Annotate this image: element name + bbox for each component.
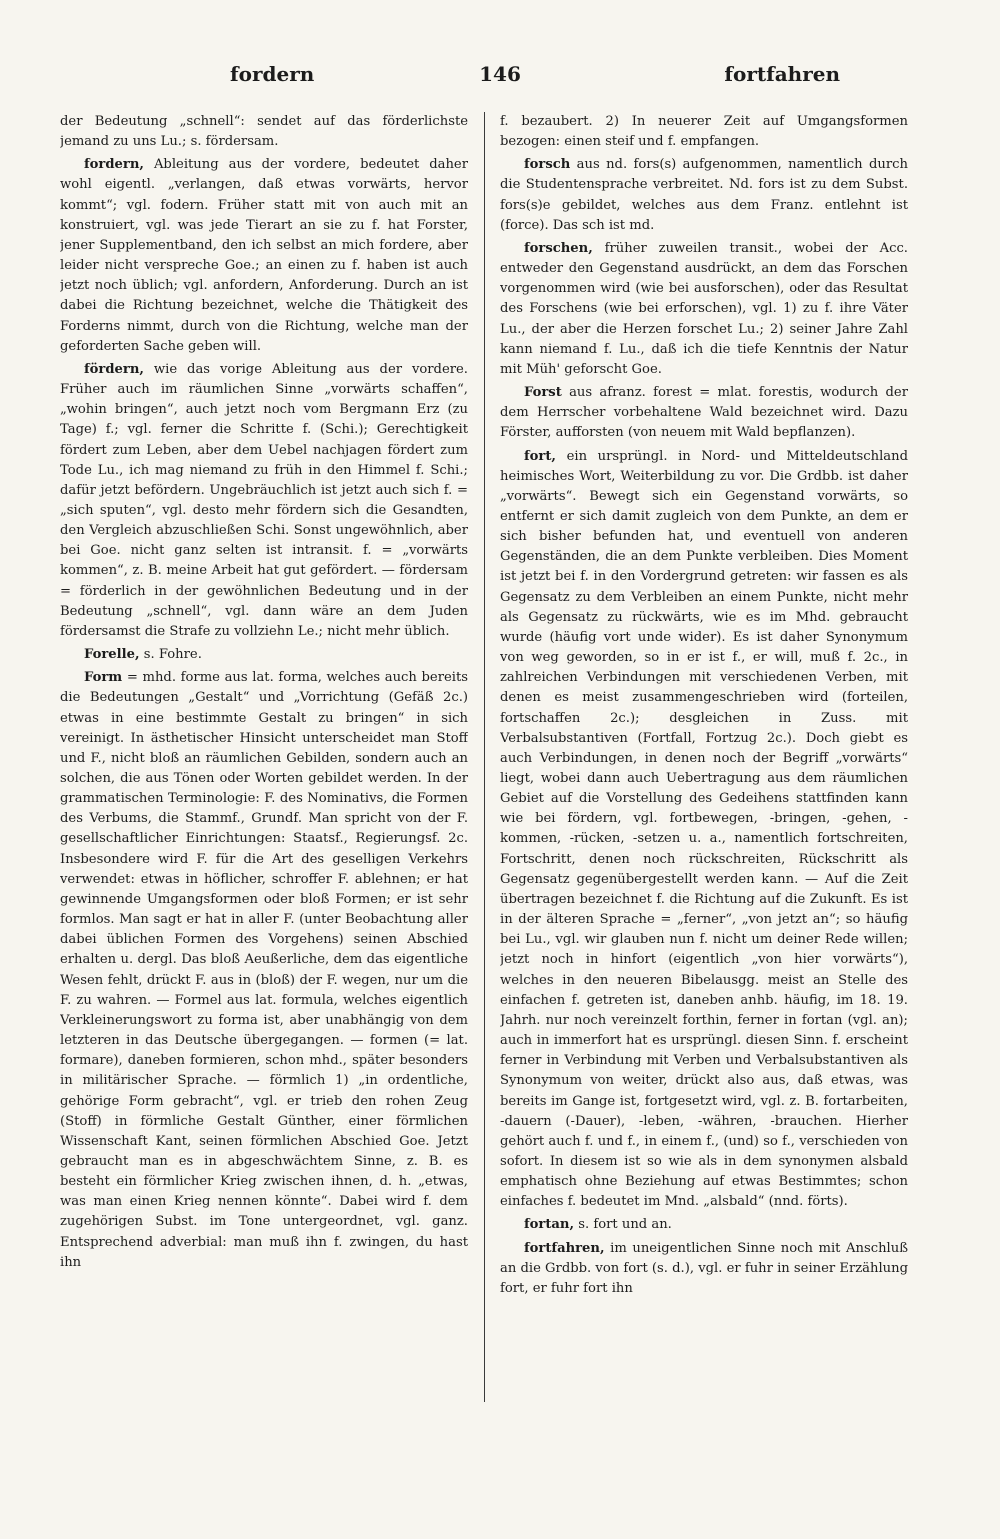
entry-fortan [500,1215,908,1235]
header-left-catchword: fordern [230,62,315,86]
page-number: 146 [479,62,521,86]
headword: Forst [524,385,562,401]
entry-foerdern [60,360,468,642]
entry-text: wie das vorige Ableitung aus der vordere. Früher auch im räumlichen Sinne „vorwärts schaffen“, „wohin bringen“, auch jetzt noch vom Bergmann Erz (zu Tage) f.; vgl. ferner die Schritte f. (Schi.); Gerechtigkeit fördert zum Leben, aber dem Uebel nachjagen fördert zum Tode Lu., ich mag niemand zu früh in den Himmel f. Schi.; dafür jetzt befördern. Ungebräuchlich ist jetzt auch sich f. = „sich sputen“, vgl. desto mehr fördern sich die Gesandten, den Vergleich abzuschließen Schi. Sonst ungewöhnlich, aber bei Goe. nicht ganz selten ist intransit. f. = „vorwärts kommen“, z. B. meine Arbeit hat gut gefördert. — fördersam = förderlich in der gewöhnlichen Bedeutung und in der Bedeutung „schnell“, vgl. dann wäre an dem Juden fördersamst die Strafe zu vollziehn Le.; nicht mehr üblich. [60,361,468,639]
entry-text: der Bedeutung „schnell“: sendet auf das förderlichste jemand zu uns Lu.; s. fördersam. [60,114,468,150]
headword: Forelle, [84,647,140,663]
headword: fördern, [84,361,144,377]
headword: fordern, [84,157,144,173]
left-column [60,112,468,1412]
entry-forst [500,383,908,443]
entry-text: früher zuweilen transit., wobei der Acc. entweder den Gegenstand ausdrückt, an dem das Forschen vorgenommen wird (wie bei ausforschen), oder das Resultat des Forschens (wie bei erforschen), vgl. 1) zu f. ihre Väter Lu., der aber die Herzen forschet Lu.; 2) seiner Jahre Zahl kann niemand f. Lu., daß ich die tiefe Kenntnis der Natur mit Müh' geforscht Goe. [500,240,908,377]
headword: Form [84,670,123,686]
entry-forsch [500,155,908,236]
entry-text: aus nd. fors(s) aufgenommen, namentlich durch die Studentensprache verbreitet. Nd. fors ist zu dem Subst. fors(s)e gebildet, welches aus dem Franz. entlehnt ist (force). Das sch ist md. [500,157,908,233]
headword: forsch [524,157,571,173]
entry-forschen [500,239,908,380]
entry-text: s. Fohre. [143,647,202,663]
entry-text: s. fort und an. [578,1217,672,1233]
page-header [60,62,940,92]
entry-continuation [60,112,468,152]
entry-text: = mhd. forme aus lat. forma, welches auch bereits die Bedeutungen „Gestalt“ und „Vorrichtung (Gefäß 2c.) etwas in eine bestimmte Gestalt zu bringen“ in sich vereinigt. In ästhetischer Hinsicht unterscheidet man Stoff und F., nicht bloß an räumlichen Gebilden, sondern auch an solchen, die aus Tönen oder Worten gebildet werden. In der grammatischen Terminologie: F. des Nominativs, die Formen des Verbums, die Stammf., Grundf. Man spricht von der F. gesellschaftlicher Einrichtungen: Staatsf., Regierungsf. 2c. Insbesondere wird F. für die Art des geselligen Verkehrs verwendet: etwas in höflicher, schroffer F. ablehnen; er hat gewinnende Umgangsformen oder bloß Formen; er ist sehr formlos. Man sagt er hat in aller F. (unter Beobachtung aller dabei üblichen Formen des Vorgehens) seinen Abschied erhalten u. dergl. Das bloß Aeußerliche, dem das eigentliche Wesen fehlt, drückt F. aus in (bloß) der F. wegen, nur um die F. zu wahren. — Formel aus lat. formula, welches eigentlich Verkleinerungswort zu forma ist, aber unabhängig von dem letzteren in das Deutsche übergegangen. — formen (= lat. formare), daneben formieren, schon mhd., später besonders in militärischer Sprache. — förmlich 1) „in ordentliche, gehörige Form gebracht“, vgl. er trieb den rohen Zeug (Stoff) in förmliche Gestalt Günther, einer förmlichen Wissenschaft Kant, seinen förmlichen Abschied Goe. Jetzt gebraucht man es in abgeschwächtem Sinne, z. B. es besteht ein förmlicher Krieg zwischen ihnen, d. h. „etwas, was man einen Krieg nennen könnte“. Dabei wird f. dem zugehörigen Subst. im Tone untergeordnet, vgl. ganz. Entsprechend adverbial: man muß ihn f. zwingen, du hast ihn [60,670,468,1270]
entry-form [60,668,468,1273]
header-right-catchword: fortfahren [724,62,840,86]
column-divider [484,112,485,1402]
headword: fortfahren, [524,1240,605,1256]
right-column [500,112,908,1412]
entry-forelle [60,645,468,665]
entry-fortfahren [500,1239,908,1299]
entry-text: aus afranz. forest = mlat. forestis, wodurch der dem Herrscher vorbehaltene Wald bezeichnet wird. Dazu Förster, aufforsten (von neuem mit Wald bepflanzen). [500,385,908,441]
entry-text: im uneigentlichen Sinne noch mit Anschluß an die Grdbb. von fort (s. d.), vgl. er fuhr in seiner Erzählung fort, er fuhr fort ihn [500,1240,908,1296]
entry-text: ein ursprüngl. in Nord- und Mitteldeutschland heimisches Wort, Weiterbildung zu vor. Die Grdbb. ist daher „vorwärts“. Bewegt sich ein Gegenstand vorwärts, so entfernt er sich damit zugleich von dem Punkte, an dem er sich bisher befunden hat, und eventuell von anderen Gegenständen, die an dem Punkte verbleiben. Dies Moment ist jetzt bei f. in den Vordergrund getreten: wir fassen es als Gegensatz zu dem Verbleiben an einem Punkte, nicht mehr als Gegensatz zu rückwärts, wie es im Mhd. gebraucht wurde (häufig vort unde wider). Es ist daher Synonymum von weg geworden, so in er ist f., er will, muß f. 2c., in zahlreichen Verbindungen mit verschiedenen Verben, mit denen es meist zusammengeschrieben wird (forteilen, fortschaffen 2c.); desgleichen in Zuss. mit Verbalsubstantiven (Fortfall, Fortzug 2c.). Doch giebt es auch Verbindungen, in denen noch der Begriff „vorwärts“ liegt, wobei dann auch Uebertragung aus dem räumlichen Gebiet auf die Vorstellung des Gedeihens stattfinden kann wie bei fördern, vgl. fortbewegen, -bringen, -gehen, -kommen, -rücken, -setzen u. a., namentlich fortschreiten, Fortschritt, denen noch rückschreiten, Rückschritt als Gegensatz gegenübergestellt werden kann. — Auf die Zeit übertragen bezeichnet f. die Richtung auf die Zukunft. Es ist in der älteren Sprache = „ferner“, „von jetzt an“; so häufig bei Lu., vgl. wir glauben nun f. nicht um deiner Rede willen; jetzt noch in hinfort (eigentlich „von hier vorwärts“), welches in den neueren Bibelausgg. meist an Stelle des einfachen f. getreten ist, daneben anhb. häufig, im 18. 19. Jahrh. nur noch vereinzelt forthin, ferner in fortan (vgl. an); auch in immerfort hat es ursprüngl. diesen Sinn. f. erscheint ferner in Verbindung mit Verben und Verbalsubstantiven als Synonymum von weiter, drückt also aus, daß etwas, was bereits im Gange ist, fortgesetzt wird, vgl. z. B. fortarbeiten, -dauern (-Dauer), -leben, -währen, -brauchen. Hierher gehört auch f. und f., in einem f., (und) so f., verschieden von sofort. In diesem ist so wie als in dem synonymen alsbald emphatisch ohne Beziehung auf etwas Bestimmtes; schon einfaches f. bedeutet im Mnd. „alsbald“ (nnd. förts). [500,448,908,1210]
headword: fortan, [524,1217,575,1233]
headword: fort, [524,448,556,464]
headword: forschen, [524,240,593,256]
entry-fordern [60,155,468,357]
entry-text: f. bezaubert. 2) In neuerer Zeit auf Umgangsformen bezogen: einen steif und f. empfangen. [500,114,908,150]
entry-text: Ableitung aus der vordere, bedeutet daher wohl eigentl. „verlangen, daß etwas vorwärts, hervor kommt“; vgl. fodern. Früher statt mit von auch mit an konstruiert, vgl. was jede Tierart an sie zu f. hat Forster, jener Supplementband, den ich selbst an mich fordere, aber leider nicht verspreche Goe.; an einen zu f. haben ist auch jetzt noch üblich; vgl. anfordern, Anforderung. Durch an ist dabei die Richtung bezeichnet, welche die Thätigkeit des Forderns nimmt, durch von die Richtung, welche man der geforderten Sache geben will. [60,157,468,354]
entry-continuation [500,112,908,152]
entry-fort [500,447,908,1213]
